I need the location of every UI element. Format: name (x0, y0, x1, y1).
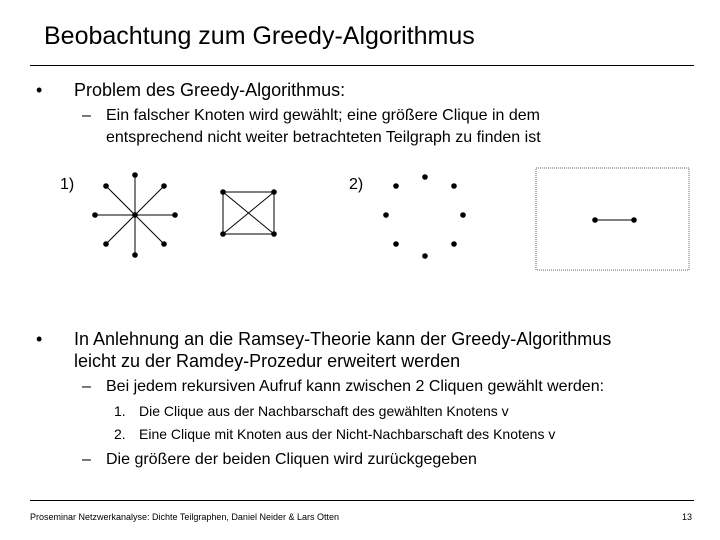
bullet-1-sub-dash: – (82, 107, 91, 124)
numbered-item-1-text: Die Clique aus der Nachbarschaft des gewählten Knotens v (139, 403, 509, 419)
bullet-2-line-1: In Anlehnung an die Ramsey-Theorie kann der Greedy-Algorithmus (74, 329, 612, 349)
page-number: 13 (682, 512, 693, 522)
footer-rule (30, 500, 694, 501)
numbered-item-1-number: 1. (114, 403, 126, 419)
bullet-2-line-2: leicht zu der Ramdey-Prozedur erweitert werden (74, 351, 461, 371)
footer-text: Proseminar Netzwerkanalyse: Dichte Teilgraphen, Daniel Neider & Lars Otten (30, 512, 339, 522)
numbered-item-2-text: Eine Clique mit Knoten aus der Nicht-Nachbarschaft des Knotens v (139, 426, 556, 442)
subgraph-box (536, 168, 689, 270)
figure-label-2: 2) (349, 176, 364, 193)
single-edge-graph (592, 217, 637, 223)
page-title: Beobachtung zum Greedy-Algorithmus (44, 22, 475, 50)
bullet-1-text: Problem des Greedy-Algorithmus: (74, 80, 346, 100)
isolated-ring-nodes (383, 174, 466, 259)
bullet-1-marker: • (36, 80, 43, 100)
numbered-item-2-number: 2. (114, 426, 126, 442)
bullet-2-sub-2-text: Die größere der beiden Cliquen wird zurückgegeben (106, 451, 477, 468)
bullet-2-sub-1-text: Bei jedem rekursiven Aufruf kann zwischen 2 Cliquen gewählt werden: (106, 378, 605, 395)
bullet-2-sub-1-dash: – (82, 378, 91, 395)
clique-k4-graph (223, 192, 274, 234)
bullet-1-sub-line-2: entsprechend nicht weiter betrachteten Teilgraph zu finden ist (106, 129, 541, 146)
bullet-1-sub-line-1: Ein falscher Knoten wird gewählt; eine größere Clique in dem (106, 107, 541, 124)
bullet-2-sub-2-dash: – (82, 451, 91, 468)
figure-label-1: 1) (60, 176, 75, 193)
bullet-2-marker: • (36, 329, 43, 349)
